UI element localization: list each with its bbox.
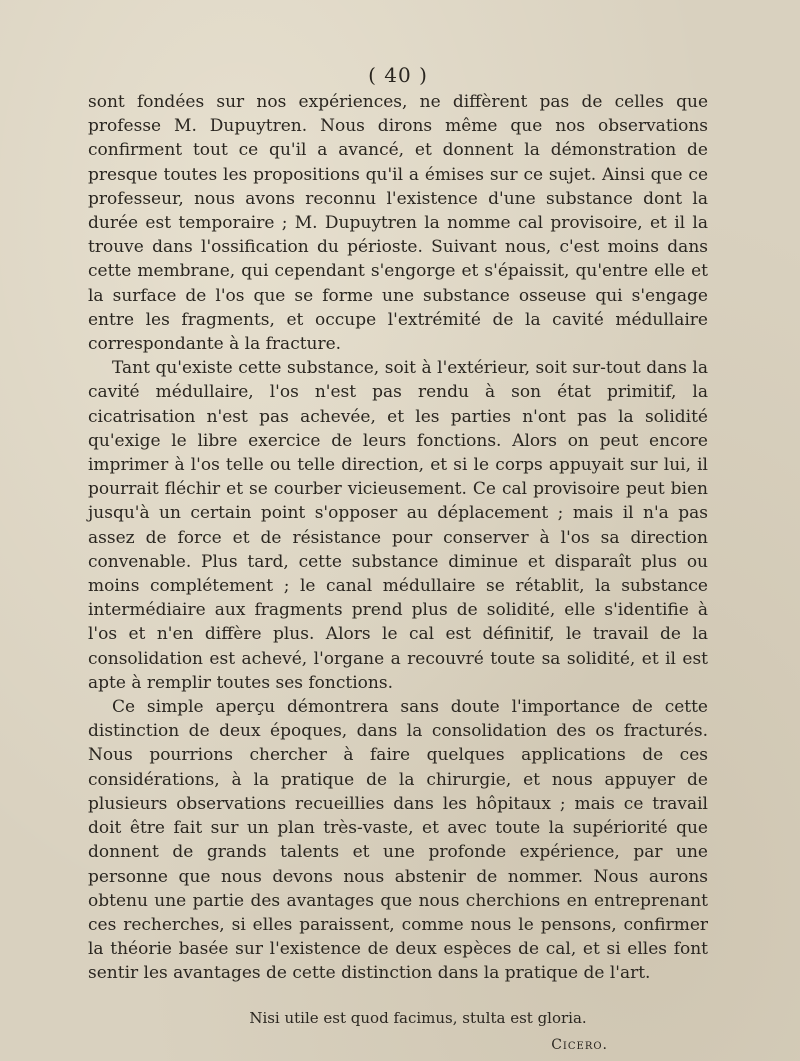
- paragraph-1: sont fondées sur nos expériences, ne diffèrent pas de celles que professe M. Dupuytren. Nous dirons même que nos observations confirment tout ce qu'il a avancé, et donnent la démonstration de presque toutes les propositions qu'il a émises sur ce sujet. Ainsi que ce professeur, nous avons reconnu l'existence d'une substance dont la durée est temporaire ; M. Dupuytren la nomme cal provisoire, et il la trouve dans l'ossification du périoste. Suivant nous, c'est moins dans cette membrane, qui cependant s'engorge et s'épaissit, qu'entre elle et la surface de l'os que se forme une substance osseuse qui s'engage entre les fragments, et occupe l'extrémité de la cavité médullaire correspondante à la fracture.: [88, 92, 708, 355]
- page: [88, 62, 708, 1054]
- signature: Cicero.: [551, 1036, 608, 1053]
- page-number: ( 40 ): [368, 63, 428, 87]
- paragraph-3: Ce simple aperçu démontrera sans doute l'importance de cette distinction de deux époques, dans la consolidation des os fracturés. Nous pourrions chercher à faire quelques applications de ces considérations, à la pratique de la chirurgie, et nous appuyer de plusieurs observations recueillies dans les hôpitaux ; mais ce travail doit être fait sur un plan très-vaste, et avec toute la supériorité que donnent de grands talents et une profonde expérience, par une personne que nous devons nous abstenir de nommer. Nous aurons obtenu une partie des avantages que nous cherchions en entreprenant ces recherches, si elles paraissent, comme nous le pensons, confirmer la théorie basée sur l'existence de deux espèces de cal, et si elles font sentir les avantages de cette distinction dans la pratique de l'art.: [88, 697, 708, 984]
- paragraph-2: Tant qu'existe cette substance, soit à l'extérieur, soit sur-tout dans la cavité médullaire, l'os n'est pas rendu à son état primitif, la cicatrisation n'est pas achevée, et les parties n'ont pas la solidité qu'exige le libre exercice de leurs fonctions. Alors on peut encore imprimer à l'os telle ou telle direction, et si le corps appuyait sur lui, il pourrait fléchir et se courber vicieusement. Ce cal provisoire peut bien jusqu'à un certain point s'opposer au déplacement ; mais il n'a pas assez de force et de résistance pour conserver à l'os sa direction convenable. Plus tard, cette substance diminue et disparaît plus ou moins complétement ; le canal médullaire se rétablit, la substance intermédiaire aux fragments prend plus de solidité, elle s'identifie à l'os et n'en diffère plus. Alors le cal est définitif, le travail de la consolidation est achevé, l'organe a recouvré toute sa solidité, et il est apte à remplir toutes ses fonctions.: [88, 358, 708, 693]
- body-text: [88, 90, 708, 986]
- epigraph: Nisi utile est quod facimus, stulta est gloria.: [249, 1008, 587, 1027]
